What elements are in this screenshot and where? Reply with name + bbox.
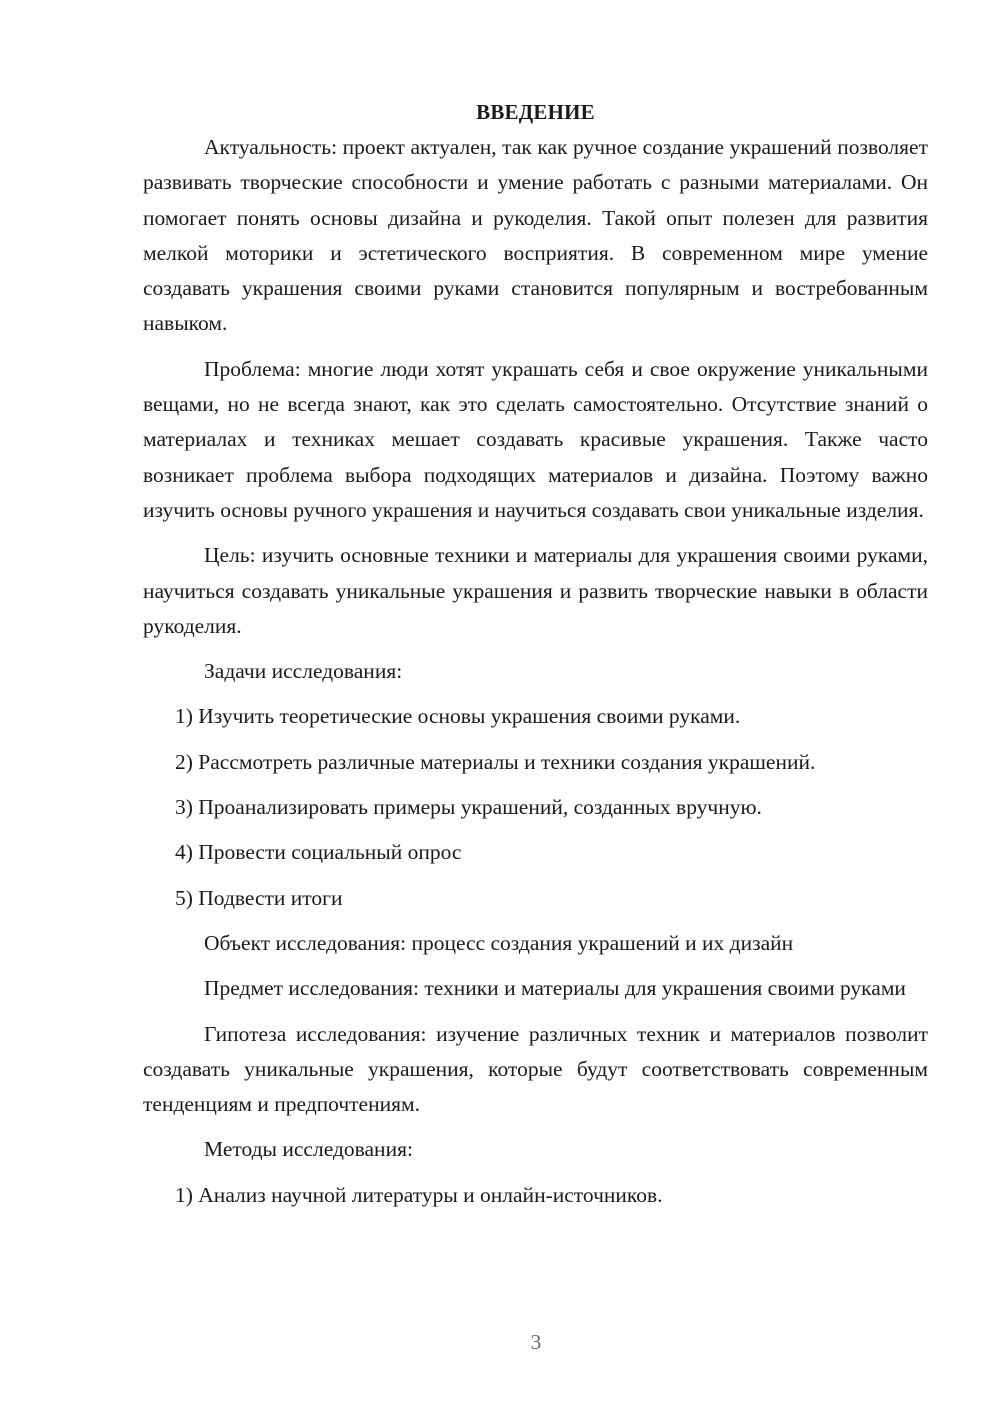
list-item-task-2: 2) Рассмотреть различные материалы и техники создания украшений. <box>175 749 816 774</box>
problem-paragraph: Проблема: многие люди хотят украшать себя и свое окружение уникальными вещами, но не всегда знают, как это сделать самостоятельно. Отсутствие знаний о материалах и техниках мешает создавать красивые украшения. Также часто возникает проблема выбора подходящих материалов и дизайна. Поэтому важно изучить основы ручного украшения и научиться создавать свои уникальные изделия. <box>143 356 928 522</box>
goal-paragraph: Цель: изучить основные техники и материалы для украшения своими руками, научиться создавать уникальные украшения и развить творческие навыки в области рукоделия. <box>143 543 928 638</box>
relevance-paragraph: Актуальность: проект актуален, так как ручное создание украшений позволяет развивать творческие способности и умение работать с разными материалами. Он помогает понять основы дизайна и рукоделия. Такой опыт полезен для развития мелкой моторики и эстетического восприятия. В современном мире умение создавать украшения своими руками становится популярным и востребованным навыком. <box>143 135 928 336</box>
page-number: 3 <box>530 1330 542 1354</box>
methods-heading: Методы исследования: <box>204 1137 413 1162</box>
page-title: ВВЕДЕНИЕ <box>476 100 595 124</box>
list-item-method-1: 1) Анализ научной литературы и онлайн-источников. <box>175 1182 663 1207</box>
hypothesis-paragraph: Гипотеза исследования: изучение различных техник и материалов позволит создавать уникальные украшения, которые будут соответствовать современным тенденциям и предпочтениям. <box>143 1021 928 1117</box>
list-item-task-1: 1) Изучить теоретические основы украшения своими руками. <box>175 704 741 729</box>
page-content <box>143 95 928 1223</box>
list-item-task-4: 4) Провести социальный опрос <box>175 840 462 865</box>
subject-paragraph: Предмет исследования: техники и материалы для украшения своими руками <box>204 976 906 1001</box>
tasks-heading: Задачи исследования: <box>204 659 403 684</box>
tasks-list <box>143 699 928 915</box>
list-item-task-5: 5) Подвести итоги <box>175 885 343 910</box>
list-item-task-3: 3) Проанализировать примеры украшений, созданных вручную. <box>175 795 762 820</box>
object-paragraph: Объект исследования: процесс создания украшений и их дизайн <box>204 930 794 955</box>
methods-list <box>143 1178 928 1213</box>
